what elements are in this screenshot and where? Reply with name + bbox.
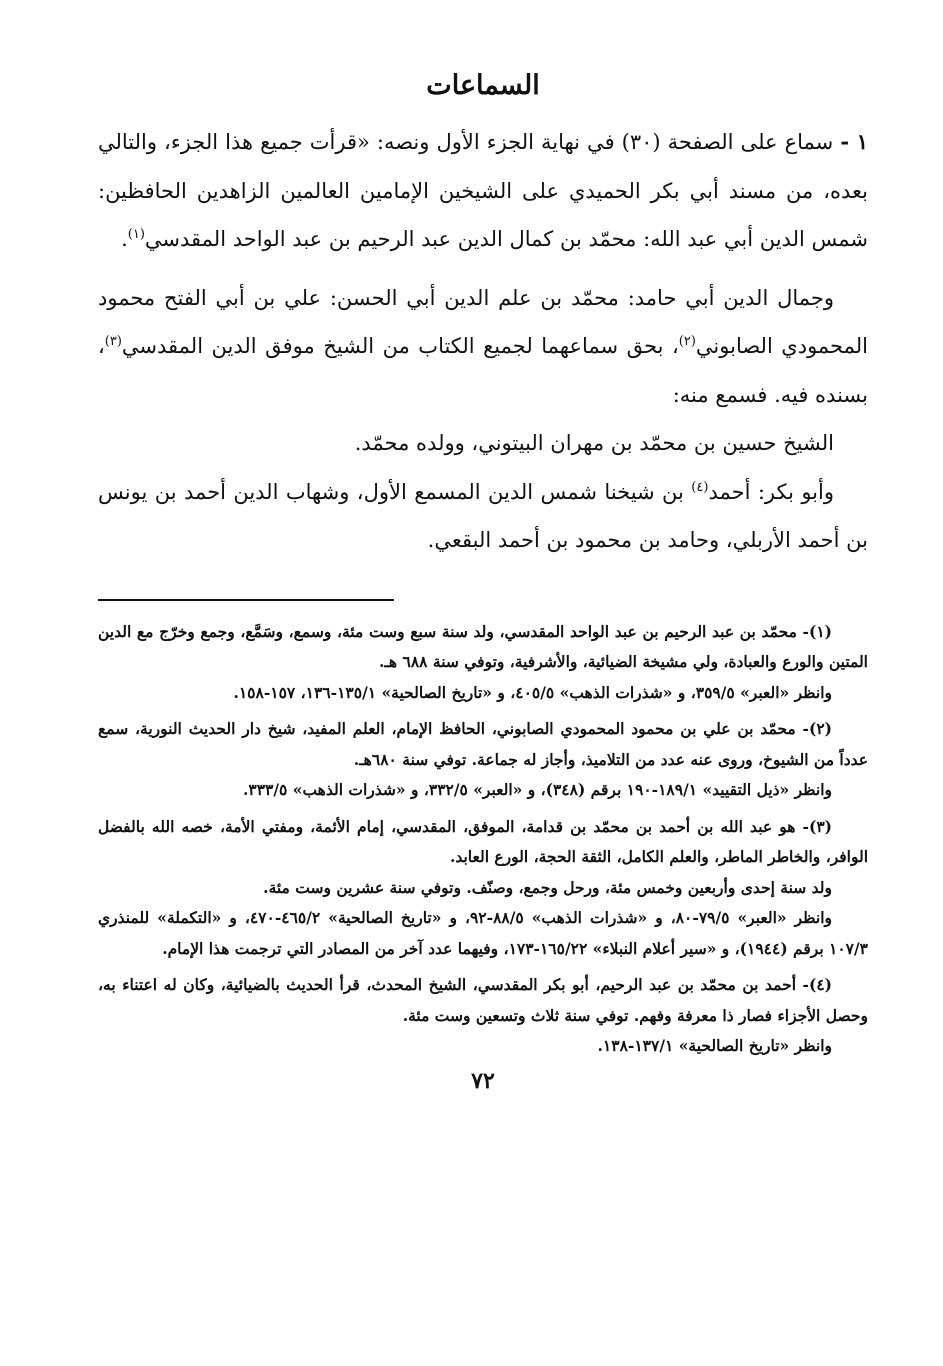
paragraph-3: الشيخ حسين بن محمّد بن مهران البيتوني، وولده محمّد. xyxy=(354,431,834,455)
main-text xyxy=(98,118,868,565)
footnote-divider xyxy=(98,599,394,601)
footnote-1: (١)- محمّد بن عبد الرحيم بن عبد الواحد المقدسي، ولد سنة سبع وست مئة، وسمع، وسَمَّع، وجمع وخرّج مع الدين المتين والورع والعبادة، ولي مشيخة الضيائية، والأشرفية، وتوفي سنة ٦٨٨ هـ. xyxy=(98,621,868,671)
paragraph-2-text-a: وجمال الدين أبي حامد: محمّد بن علم الدين أبي الحسن: علي بن أبي الفتح محمود المحمودي الصابوني xyxy=(98,285,868,358)
paragraph-2-text-b: ، بحق سماعهما لجميع الكتاب من الشيخ موفق الدين المقدسي xyxy=(121,334,679,358)
footnote-3-sources: وانظر «العبر» ٧٩/٥-٨٠، و «شذرات الذهب» ٨٨/٥-٩٢، و «تاريخ الصالحية» ٤٦٥/٢-٤٧٠، و «التكملة» للمنذري ١٠٧/٣ برقم (١٩٤٤)، و «سير أعلام النبلاء» ١٦٥/٢٢-١٧٣، وفيهما عدد آخر من المصادر التي ترجمت هذا الإمام. xyxy=(98,908,868,958)
footnote-ref-1: (١) xyxy=(127,227,145,242)
paragraph-1-text: سماع على الصفحة (٣٠) في نهاية الجزء الأول ونصه: «قرأت جميع هذا الجزء، والتالي بعده، من مسند أبي بكر الحميدي على الشيخين الإمامين العالمين الزاهدين الحافظين: شمس الدين أبي عبد الله: محمّد بن كمال الدين عبد الرحيم بن عبد الواحد المقدسي xyxy=(98,130,868,251)
paragraph-2 xyxy=(98,274,868,420)
paragraph-1-end: . xyxy=(121,227,128,251)
footnote-ref-3: (٣) xyxy=(104,334,122,349)
footnote-4: (٤)- أحمد بن محمّد بن عبد الرحيم، أبو بكر المقدسي، الشيخ المحدث، قرأ الحديث بالضيائية، وكان له اعتناء به، وحصل الأجزاء فصار ذا معرفة وفهم. توفي سنة ثلاث وتسعين وست مئة. xyxy=(98,975,868,1025)
footnotes xyxy=(98,617,868,1062)
paragraph-4-text-b: بن شيخنا شمس الدين المسمع الأول، وشهاب الدين أحمد بن يونس بن أحمد الأربلي، وحامد بن محمود بن أحمد البقعي. xyxy=(98,479,868,552)
footnote-2: (٢)- محمّد بن علي بن محمود المحمودي الصابوني، الحافظ الإمام، العلم المفيد، شيخ دار الحديث النورية، سمع عدداً من الشيوخ، وروى عنه عدد من التلاميذ، وأجاز له جماعة. توفي سنة ٦٨٠هـ. xyxy=(98,719,868,769)
item-number: ١ - xyxy=(840,129,868,154)
paragraph-2-text-c: ، بسنده فيه. فسمع منه: xyxy=(98,334,868,407)
footnote-3-note: ولد سنة إحدى وأربعين وخمس مئة، ورحل وجمع، وصنّف. وتوفي سنة عشرين وست مئة. xyxy=(263,877,832,897)
page-number: ٧٢ xyxy=(471,1067,495,1094)
book-page xyxy=(98,60,868,1340)
footnote-ref-4: (٤) xyxy=(691,479,709,495)
footnote-3: (٣)- هو عبد الله بن أحمد بن محمّد بن قدامة، الموفق، المقدسي، إمام الأئمة، ومفتي الأمة، خصه الله بالفضل الوافر، والخاطر الماطر، والعلم الكامل، الثقة الحجة، الورع العابد. xyxy=(98,816,868,866)
page-title: السماعات xyxy=(426,70,540,101)
footnote-1-sources: وانظر «العبر» ٣٥٩/٥، و «شذرات الذهب» ٤٠٥/٥، و «تاريخ الصالحية» ١٣٥/١-١٣٦، ١٥٧-١٥٨. xyxy=(233,682,832,702)
footnote-ref-2: (٢) xyxy=(678,334,696,349)
footnote-4-sources: وانظر «تاريخ الصالحية» ١٣٧/١-١٣٨. xyxy=(597,1036,832,1055)
footnote-2-sources: وانظر «ذيل التقييد» ١٨٩/١-١٩٠ برقم (٣٤٨)، و «العبر» ٣٣٢/٥، و «شذرات الذهب» ٣٣٣/٥. xyxy=(242,780,832,799)
paragraph-4 xyxy=(98,468,868,565)
paragraph-1 xyxy=(98,118,868,264)
paragraph-4-text-a: وأبو بكر: أحمد xyxy=(708,479,834,504)
